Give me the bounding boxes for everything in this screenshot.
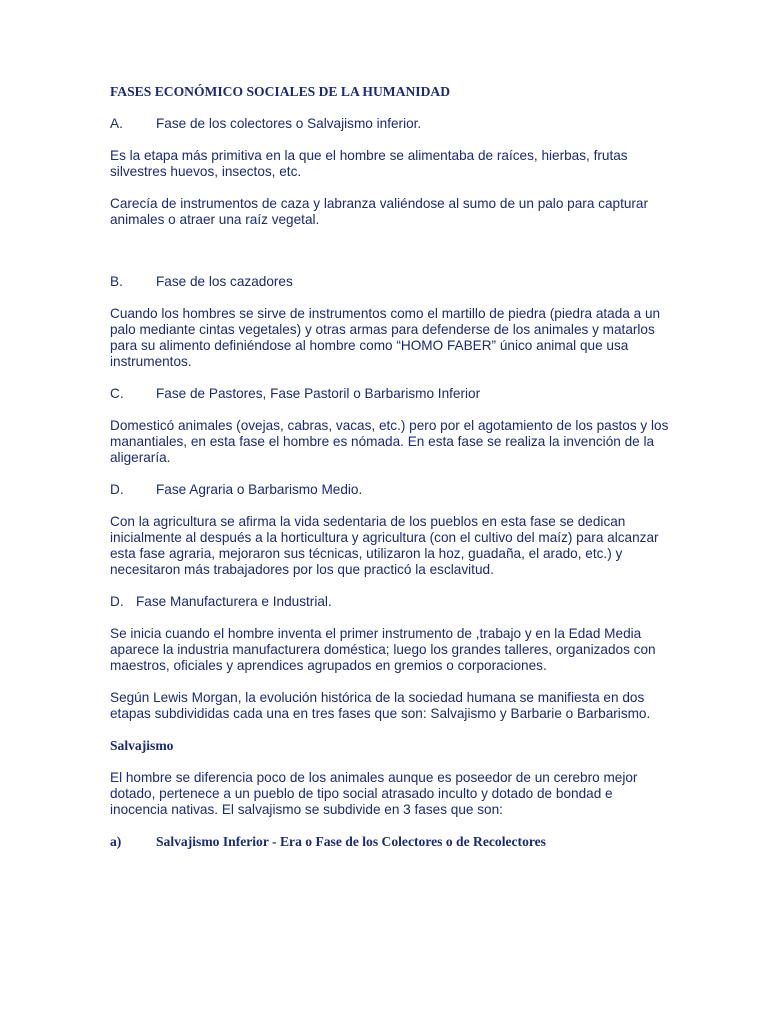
section-b-heading xyxy=(110,274,670,290)
section-c-title: Fase de Pastores, Fase Pastoril o Barbarismo Inferior xyxy=(156,386,481,401)
document-title: FASES ECONÓMICO SOCIALES DE LA HUMANIDAD xyxy=(110,84,451,99)
section-c-heading xyxy=(110,386,670,402)
section-d2-title: Fase Manufacturera e Industrial. xyxy=(136,594,332,609)
section-d-paragraph-1: Con la agricultura se afirma la vida sedentaria de los pueblos en esta fase se dedican inicialmente al después a la horticultura y agricultura (con el cultivo del maíz) para alcanzar esta fase agraria, mejoraron sus técnicas, utilizaron la hoz, guadaña, el arado, etc.) y necesitaron más trabajadores por los que practicó la esclavitud. xyxy=(110,514,659,577)
section-a-heading xyxy=(110,116,670,132)
section-d2-letter: D. xyxy=(110,594,124,609)
salvajismo-paragraph: El hombre se diferencia poco de los animales aunque es poseedor de un cerebro mejor dotado, pertenece a un pueblo de tipo social atrasado inculto y dotado de bondad e inocencia nativas. El salvajismo se subdivide en 3 fases que son: xyxy=(110,770,638,817)
section-d-letter: D. xyxy=(110,482,124,497)
document-body xyxy=(110,84,670,866)
subsection-a-title: Salvajismo Inferior - Era o Fase de los Colectores o de Recolectores xyxy=(156,834,546,849)
blank-space xyxy=(110,244,670,274)
section-c-paragraph-1: Domesticó animales (ovejas, cabras, vacas, etc.) pero por el agotamiento de los pastos y los manantiales, en esta fase el hombre es nómada. En esta fase se realiza la invención de la aligeraría. xyxy=(110,418,669,465)
section-d2-paragraph-2: Según Lewis Morgan, la evolución histórica de la sociedad humana se manifiesta en dos etapas subdivididas cada una en tres fases que son: Salvajismo y Barbarie o Barbarismo. xyxy=(110,690,651,721)
section-a-title: Fase de los colectores o Salvajismo inferior. xyxy=(156,116,422,131)
section-b-letter: B. xyxy=(110,274,123,289)
section-d-heading xyxy=(110,482,670,498)
section-d-title: Fase Agraria o Barbarismo Medio. xyxy=(156,482,363,497)
salvajismo-heading: Salvajismo xyxy=(110,738,174,753)
section-a-letter: A. xyxy=(110,116,123,131)
subsection-a-heading xyxy=(110,834,670,850)
section-d2-paragraph-1: Se inicia cuando el hombre inventa el primer instrumento de ,trabajo y en la Edad Media aparece la industria manufacturera doméstica; luego los grandes talleres, organizados con maestros, oficiales y aprendices agrupados en gremios o corporaciones. xyxy=(110,626,656,673)
section-b-paragraph-1: Cuando los hombres se sirve de instrumentos como el martillo de piedra (piedra atada a un palo mediante cintas vegetales) y otras armas para defenderse de los animales y matarlos para su alimento definiéndose al hombre como “HOMO FABER” único animal que usa instrumentos. xyxy=(110,306,661,369)
section-b-title: Fase de los cazadores xyxy=(156,274,293,289)
subsection-a-letter: a) xyxy=(110,834,122,849)
section-d2-heading xyxy=(110,594,670,610)
section-a-paragraph-2: Carecía de instrumentos de caza y labranza valiéndose al sumo de un palo para capturar animales o atraer una raíz vegetal. xyxy=(110,196,649,227)
section-a-paragraph-1: Es la etapa más primitiva en la que el hombre se alimentaba de raíces, hierbas, frutas silvestres huevos, insectos, etc. xyxy=(110,148,628,179)
section-c-letter: C. xyxy=(110,386,124,401)
